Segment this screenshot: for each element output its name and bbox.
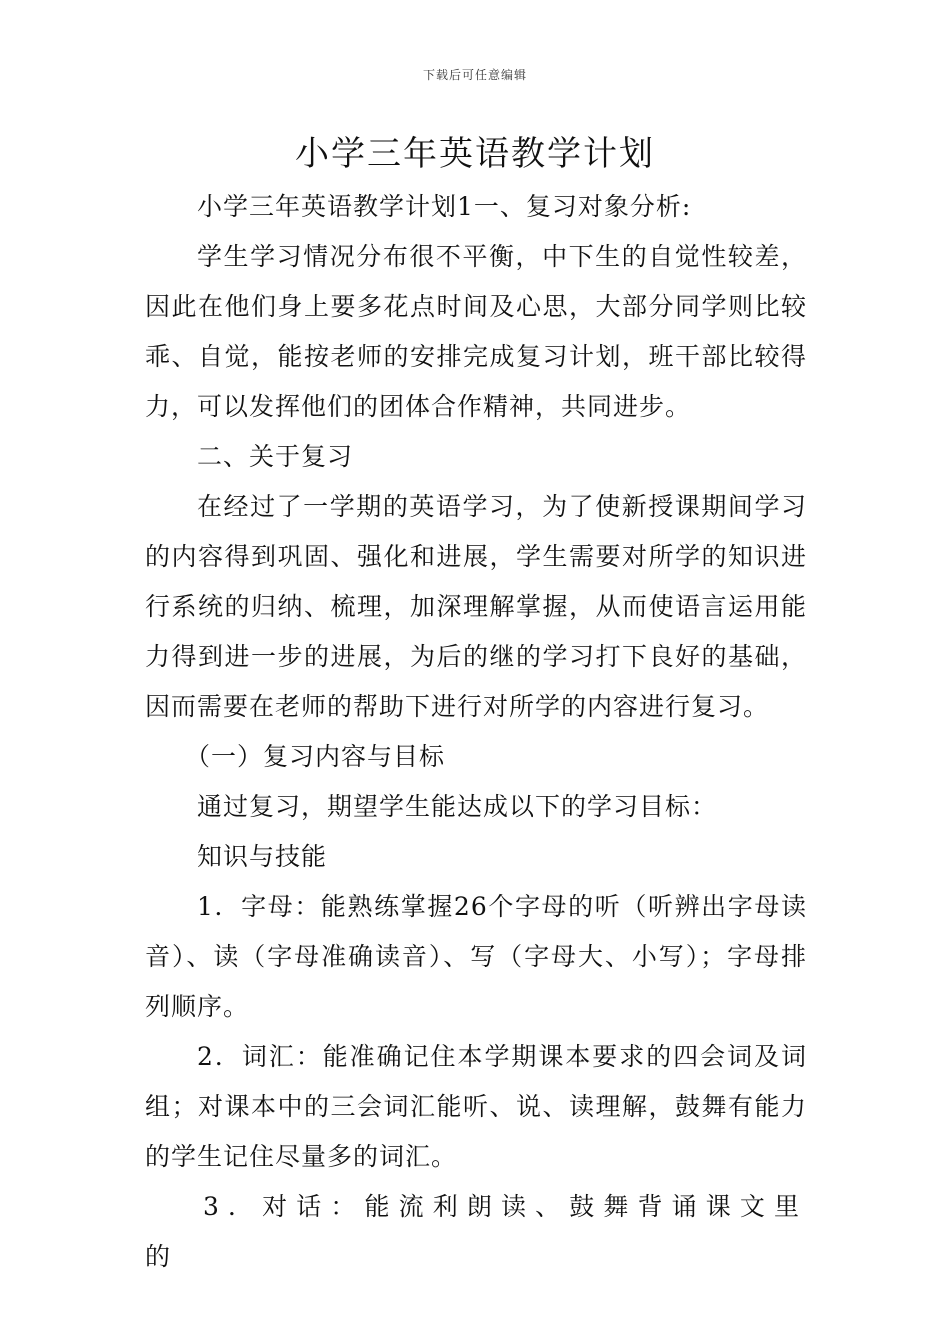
document-body [145,182,807,1282]
header-note: 下载后可任意编辑 [422,68,527,82]
subheading-knowledge-skills: 知识与技能 [197,842,328,871]
section-heading-review: 二、关于复习 [197,442,354,471]
paragraph-student-analysis: 学生学习情况分布很不平衡，中下生的自觉性较差，因此在他们身上要多花点时间及心思，大部分同学则比较乖、自觉，能按老师的安排完成复习计划，班干部比较得力，可以发挥他们的团体合作精神，共同进步。 [145,242,807,421]
paragraph-goals-intro: 通过复习，期望学生能达成以下的学习目标： [197,792,718,821]
document-title: 小学三年英语教学计划 [295,134,655,174]
list-item-letters: 1．字母：能熟练掌握26个字母的听（听辨出字母读音）、读（字母准确读音）、写（字母大、小写）；字母排列顺序。 [145,892,807,1021]
subsection-heading-content-goals: （一）复习内容与目标 [185,742,446,771]
paragraph-intro: 小学三年英语教学计划1一、复习对象分析: [197,192,692,221]
paragraph-review-purpose: 在经过了一学期的英语学习，为了使新授课期间学习的内容得到巩固、强化和进展，学生需要对所学的知识进行系统的归纳、梳理，加深理解掌握，从而使语言运用能力得到进一步的进展，为后的继的学习打下良好的基础，因而需要在老师的帮助下进行对所学的内容进行复习。 [145,492,807,721]
list-item-vocabulary: 2．词汇：能准确记住本学期课本要求的四会词及词组；对课本中的三会词汇能听、说、读理解，鼓舞有能力的学生记住尽量多的词汇。 [145,1042,807,1171]
list-item-dialogue: 3．对话：能流利朗读、鼓舞背诵课文里的 [145,1192,807,1271]
